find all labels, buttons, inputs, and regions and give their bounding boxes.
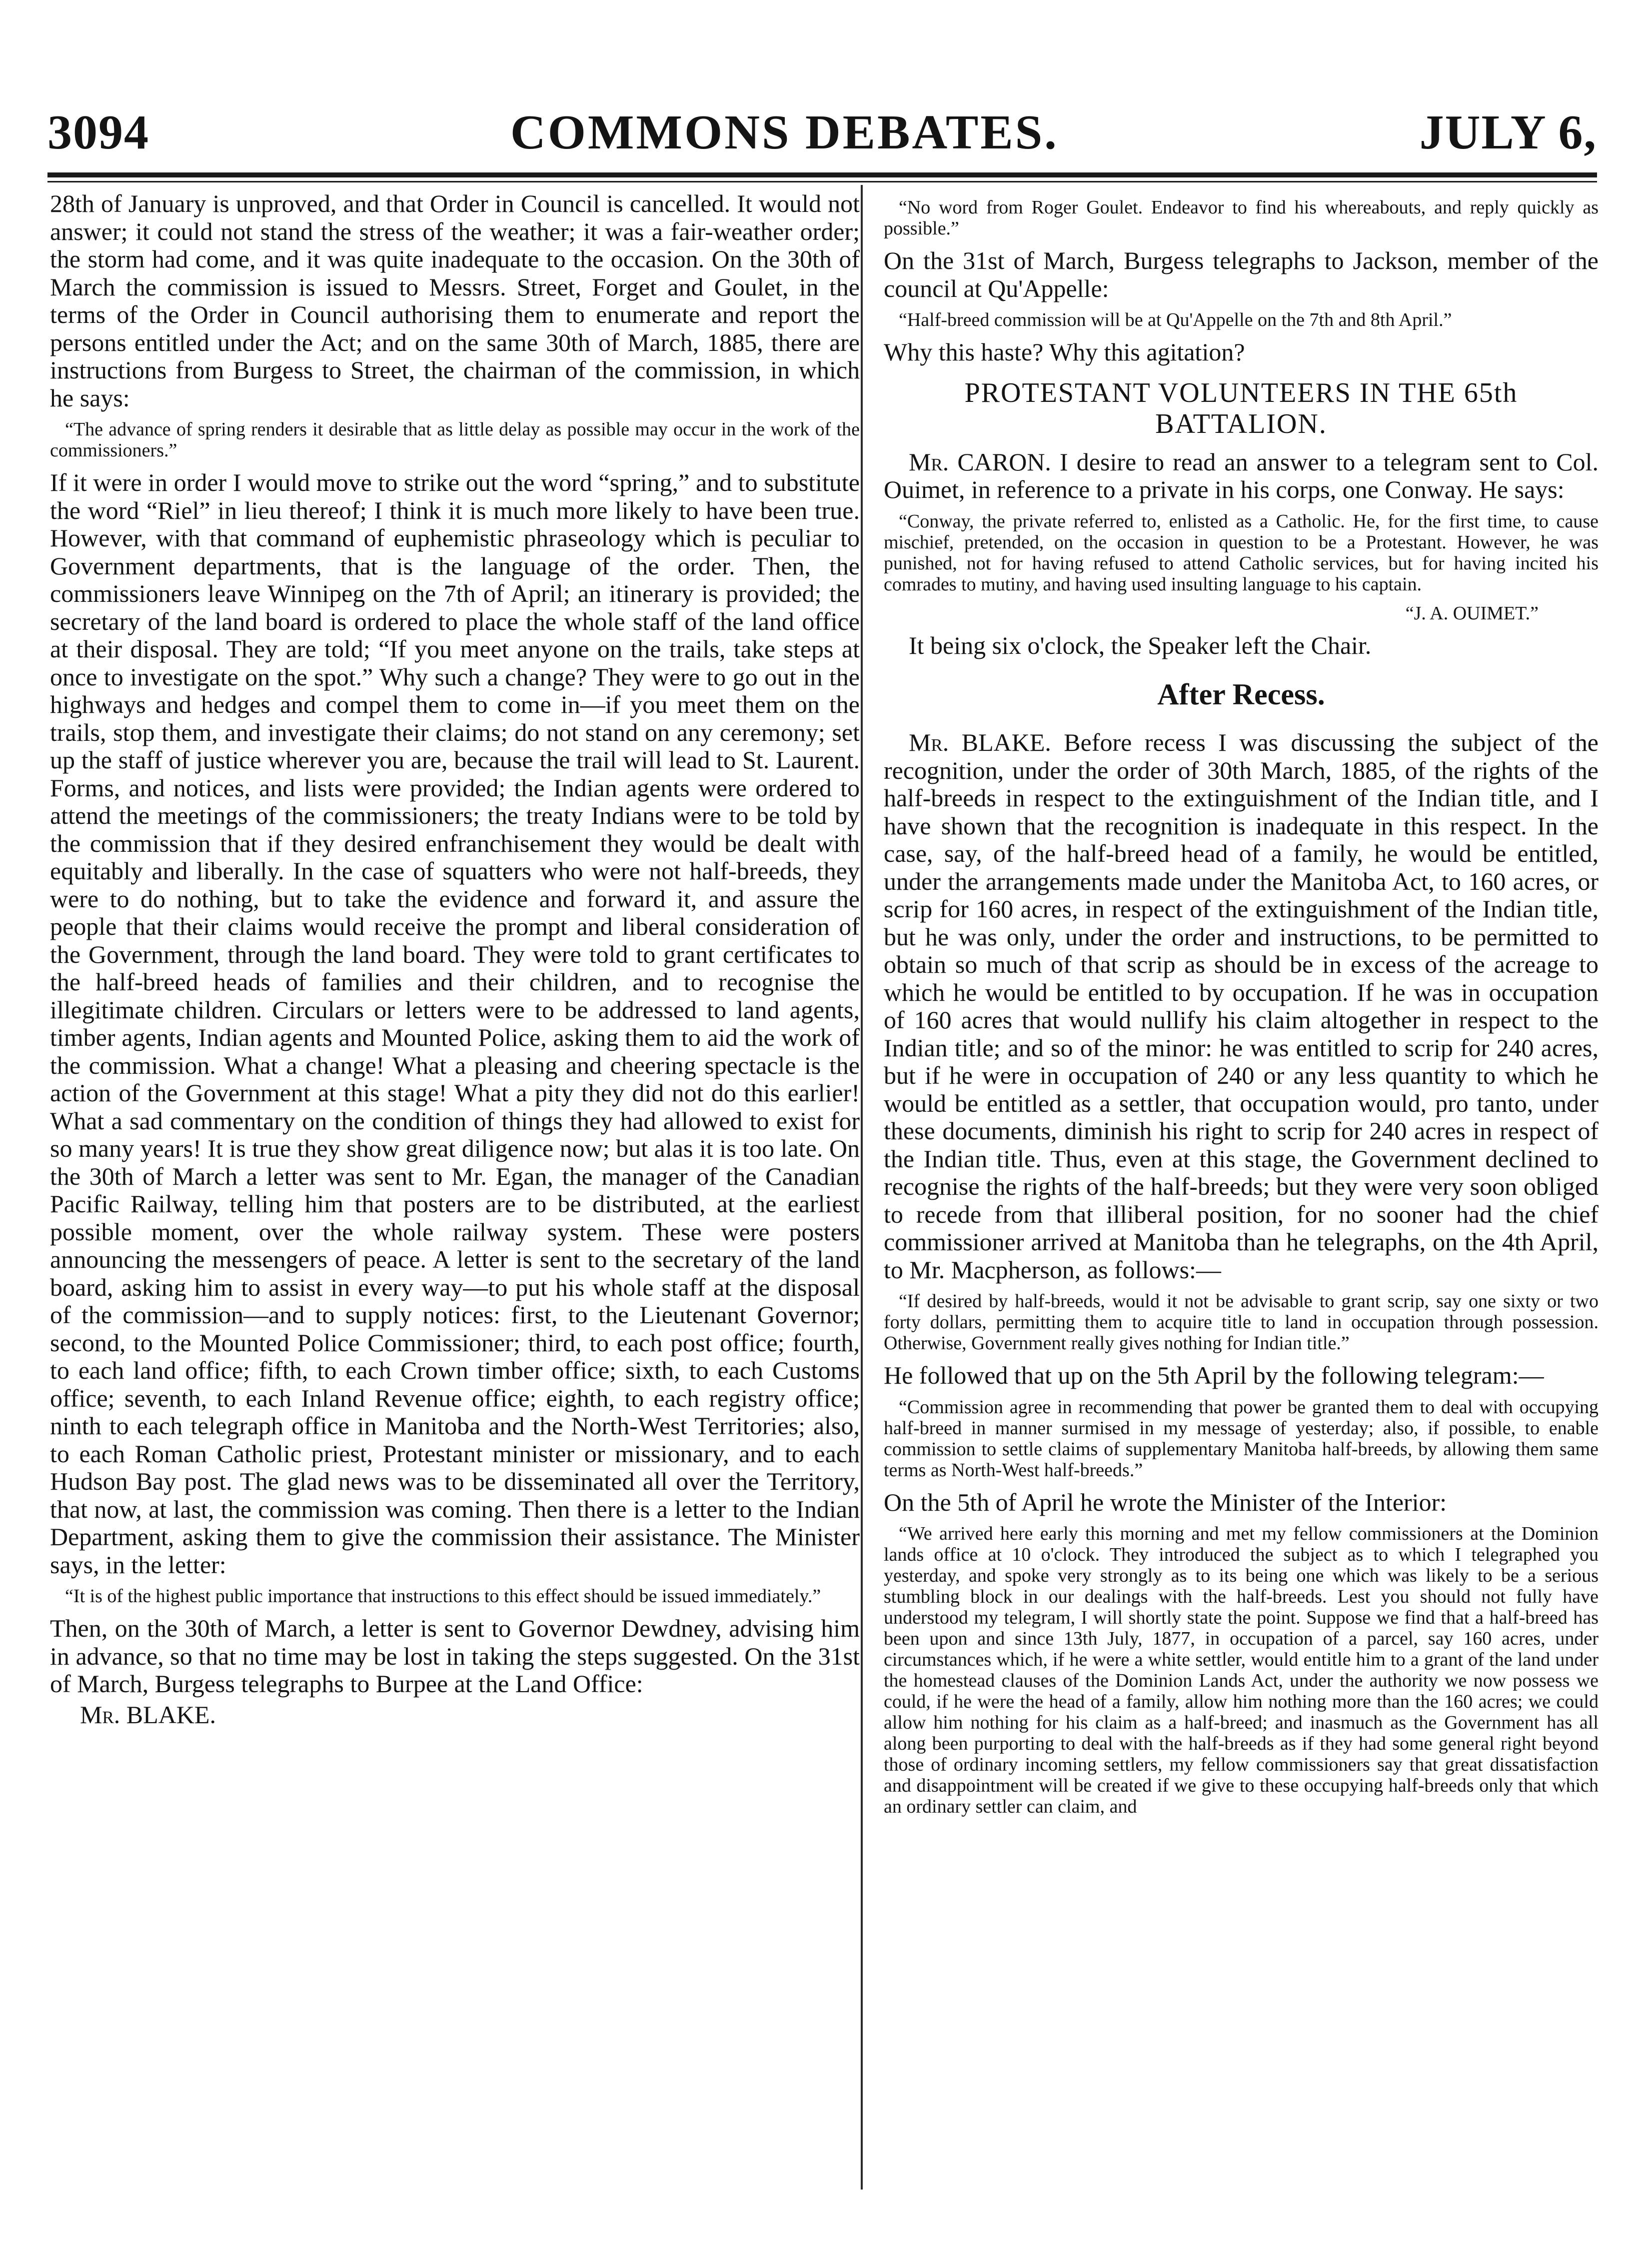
running-date: JULY 6,	[1419, 105, 1597, 159]
footer-speaker: Mr. BLAKE.	[80, 1700, 216, 1729]
speaker-blake: Mr. BLAKE.	[909, 728, 1051, 756]
right-paragraph-3	[884, 448, 1599, 504]
right-paragraph-7: On the 5th of April he wrote the Minister of the Interior:	[884, 1488, 1447, 1516]
left-quote-1: “The advance of spring renders it desirable that as little delay as possible may occur in the work of the commissioners.”	[50, 419, 860, 461]
left-paragraph-1: 28th of January is unproved, and that Order in Council is cancelled. It would not answer; it could not stand the stress of the weather; it was a fair-weather order; the storm had come, and it was quite inadequate to the occasion. On the 30th of March the commission is issued to Messrs. Street, Forget and Goulet, in the terms of the Order in Council authorising them to enumerate and report the persons entitled under the Act; and on the same 30th of March, 1885, there are instructions from Burgess to Street, the chairman of the commission, in which he says:	[50, 190, 860, 412]
header-rule-thick	[47, 172, 1597, 177]
right-paragraph-2: Why this haste? Why this agitation?	[884, 338, 1245, 366]
right-quote-5: “Commission agree in recommending that power be granted them to deal with occupying half-breed in manner surmised in my message of yesterday; also, if possible, to enable commission to settle claims of supplementary Manitoba half-breeds, by allowing them same terms as North-West half-breeds.”	[884, 1396, 1599, 1481]
right-paragraph-1: On the 31st of March, Burgess telegraphs to Jackson, member of the council at Qu'Appelle:	[884, 246, 1599, 302]
header-rule-thin	[47, 181, 1597, 182]
page-number: 3094	[47, 105, 149, 159]
right-quote-1: “No word from Roger Goulet. Endeavor to find his whereabouts, and reply quickly as possible.”	[884, 197, 1599, 239]
right-paragraph-6: He followed that up on the 5th April by the following telegram:—	[884, 1361, 1544, 1389]
right-paragraph-5-text: Before recess I was discussing the subject of the recognition, under the order of 30th March, 1885, of the rights of the half-breeds in respect to the extinguishment of the Indian title, and I have shown that the recognition is inadequate in this respect. In the case, say, of the half-breed head of a family, he would be entitled, under the arrangements made under the Manitoba Act, to 160 acres, or scrip for 160 acres, in respect of the extinguishment of the Indian title, but he was only, under the order and instructions, to be permitted to obtain so much of that scrip as should be in excess of the acreage to which he would be entitled to by occupation. If he was in occupation of 160 acres that would nullify his claim altogether in respect to the Indian title; and so of the minor: he was entitled to scrip for 240 acres, but if he were in occupation of 240 or any less quantity to which he would be entitled as a settler, that occupation would, pro tanto, under these documents, diminish his right to scrip for 240 acres in respect of the Indian title. Thus, even at this stage, the Government declined to recognise the rights of the half-breeds; but they were very soon obliged to recede from that illiberal position, for no sooner had the chief commissioner arrived at Manitoba than he telegraphs, on the 4th April, to Mr. Macpherson, as follows:—	[884, 728, 1599, 1284]
right-quote-6: “We arrived here early this morning and met my fellow commissioners at the Dominion lands office at 10 o'clock. They introduced the subject as to which I telegraphed you yesterday, and spoke very strongly as to its being one which was likely to be a serious stumbling block in our dealings with the half-breeds. Lest you should not fully have understood my telegram, I will shortly state the point. Suppose we find that a half-breed has been upon and since 13th July, 1877, in occupation of a parcel, say 160 acres, under circumstances which, if he were a white settler, would entitle him to a grant of the land under the homestead clauses of the Dominion Lands Act, under the authority we now possess we could, if he were the head of a family, allow him nothing more than the 160 acres; we could allow him nothing for his claim as a half-breed; and inasmuch as the Government has all along been purporting to deal with the half-breeds as if they had some general right beyond those of ordinary incoming settlers, my fellow commissioners say that great dissatisfaction and disappointment will be created if we give to these occupying half-breeds only that which an ordinary settler can claim, and	[884, 1523, 1599, 1817]
section-heading-protestant-volunteers: PROTESTANT VOLUNTEERS IN THE 65th BATTALION.	[964, 377, 1518, 439]
page-header	[47, 100, 1597, 165]
left-paragraph-2: If it were in order I would move to strike out the word “spring,” and to substitute the word “Riel” in lieu thereof; I think it is much more likely to have been true. However, with that command of euphemistic phraseology which is peculiar to Government departments, that is the language of the order. Then, the commissioners leave Winnipeg on the 7th of April; an itinerary is provided; the secretary of the land board is ordered to place the whole staff of the land office at their disposal. They are told; “If you meet anyone on the trails, take steps at once to investigate on the spot.” Why such a change? They were to go out in the highways and hedges and compel them to come in—if you meet them on the trails, stop them, and investigate their claims; do not stand on any ceremony; set up the staff of justice wherever you are, because the trail will lead to St. Laurent. Forms, and notices, and lists were provided; the Indian agents were ordered to attend the meetings of the commissioners; the treaty Indians were to be told by the commission that if they desired enfranchisement they would be dealt with equitably and liberally. In the case of squatters who were not half-breeds, they were to do nothing, but to take the evidence and forward it, and assure the people that their claims would receive the prompt and liberal consideration of the Government, through the land board. They were told to grant certificates to the half-breed heads of families and their children, and to recognise the illegitimate children. Circulars or letters were to be addressed to land agents, timber agents, Indian agents and Mounted Police, asking them to aid the work of the commission. What a change! What a pleasing and cheering spectacle is the action of the Government at this stage! What a pity they did not do this earlier! What a sad commentary on the condition of things they had allowed to exist for so many years! It is true they show great diligence now; but alas it is too late. On the 30th of March a letter was sent to Mr. Egan, the manager of the Canadian Pacific Railway, telling him that posters are to be distributed, at the earliest possible moment, over the whole railway system. These were posters announcing the messengers of peace. A letter is sent to the secretary of the land board, asking him to assist in every way—to put his whole staff at the disposal of the commission—and to supply notices: first, to the Lieutenant Governor; second, to the Mounted Police Commissioner; third, to each post office; fourth, to each land office; fifth, to each Crown timber office; sixth, to each Customs office; seventh, to each Inland Revenue office; eighth, to each registry office; ninth to each telegraph office in Manitoba and the North-West Territories; also, to each Roman Catholic priest, Protestant minister or missionary, and to each Hudson Bay post. The glad news was to be disseminated all over the Territory, that now, at last, the commission was coming. Then there is a letter to the Indian Department, asking them to give the commission their assistance. The Minister says, in the letter:	[50, 468, 860, 1579]
left-paragraph-3: Then, on the 30th of March, a letter is sent to Governor Dewdney, advising him in advance, so that no time may be lost in taking the steps suggested. On the 31st of March, Burgess telegraphs to Burpee at the Land Office:	[50, 1614, 860, 1698]
right-paragraph-4: It being six o'clock, the Speaker left the Chair.	[909, 631, 1372, 659]
running-title: COMMONS DEBATES.	[510, 105, 1059, 159]
left-column	[50, 190, 860, 2210]
right-paragraph-5	[884, 729, 1599, 1284]
right-quote-2: “Half-breed commission will be at Qu'Appelle on the 7th and 8th April.”	[899, 309, 1452, 330]
right-paragraph-3-text: I desire to read an answer to a telegram sent to Col. Ouimet, in reference to a private in his corps, one Conway. He says:	[884, 447, 1599, 503]
column-divider	[861, 185, 863, 2190]
left-quote-2: “It is of the highest public importance that instructions to this effect should be issued immediately.”	[65, 1586, 821, 1607]
speaker-caron: Mr. CARON.	[909, 447, 1051, 476]
right-column	[884, 190, 1599, 2210]
right-quote-3: “Conway, the private referred to, enlisted as a Catholic. He, for the first time, to cause mischief, pretended, on the occasion in question to be a Protestant. However, he was punished, not for having refused to attend Catholic services, but for having incited his comrades to mutiny, and having used insulting language to his captain.	[884, 510, 1599, 595]
right-quote-3-signature: “J. A. OUIMET.”	[1405, 602, 1539, 624]
right-quote-4: “If desired by half-breeds, would it not be advisable to grant scrip, say one sixty or two forty dollars, permitting them to acquire title to land in occupation through possession. Otherwise, Government really gives nothing for Indian title.”	[884, 1291, 1599, 1354]
section-heading-after-recess: After Recess.	[1157, 678, 1325, 711]
